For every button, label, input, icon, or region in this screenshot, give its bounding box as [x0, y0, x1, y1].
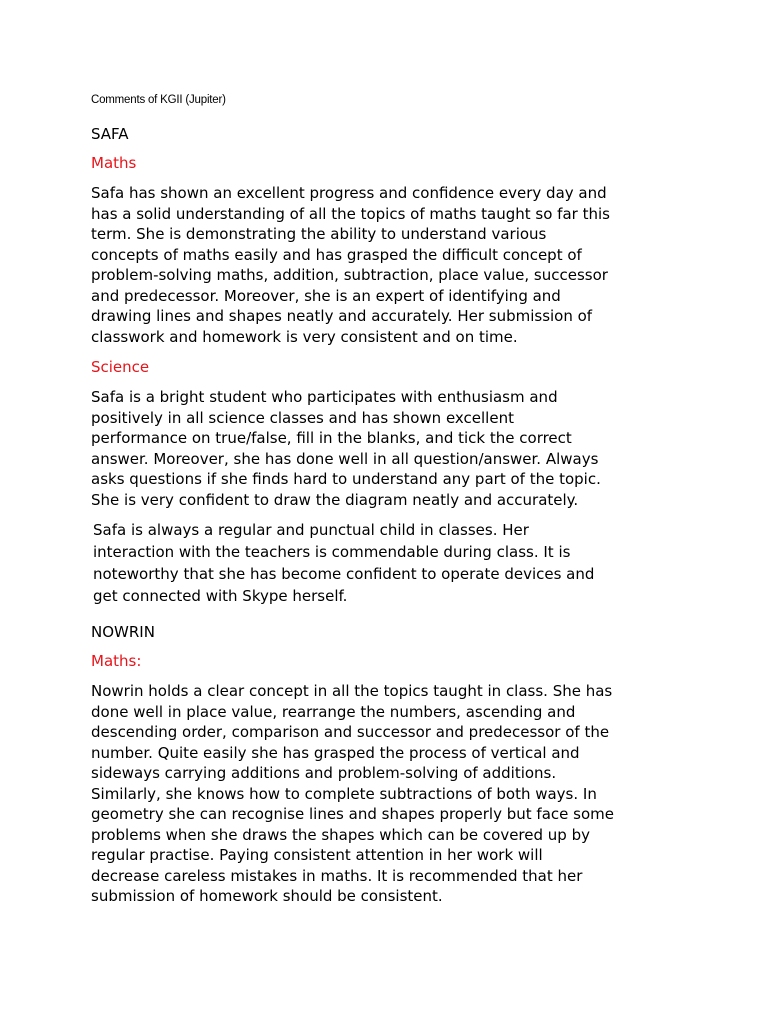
comment-safa-science: Safa is a bright student who participates with enthusiasm and positively in all science classes and has shown excellent performance on true/false, fill in the blanks, and tick the correct answer. Moreover, she has done well in all question/answer. Always asks questions if she finds hard to understand any part of the topic. She is very confident to draw the diagram neatly and accurately. — [91, 388, 601, 509]
comment-safa-general: Safa is always a regular and punctual child in classes. Her interaction with the teachers is commendable during class. It is noteworthy that she has become confident to operate devices and get connected with Skype herself. — [93, 521, 595, 605]
comment-nowrin-maths: Nowrin holds a clear concept in all the topics taught in class. She has done well in place value, rearrange the numbers, ascending and descending order, comparison and successor and predecessor of the number. Quite easily she has grasped the process of vertical and sideways carrying additions and problem-solving of additions. Similarly, she knows how to complete subtractions of both ways. In geometry she can recognise lines and shapes properly but face some problems when she draws the shapes which can be covered up by regular practise. Paying consistent attention in her work will decrease careless mistakes in maths. It is recommended that her submission of homework should be consistent. — [91, 682, 614, 905]
subject-heading-maths-nowrin: Maths: — [91, 652, 142, 670]
subject-heading-science: Science — [91, 358, 150, 376]
subject-heading-maths: Maths — [91, 154, 137, 172]
document-title: Comments of KGII (Jupiter) — [91, 94, 226, 106]
student-name-nowrin: NOWRIN — [91, 623, 155, 641]
student-name-safa: SAFA — [91, 125, 129, 143]
comment-safa-maths: Safa has shown an excellent progress and confidence every day and has a solid understanding of all the topics of maths taught so far this term. She is demonstrating the ability to understand various concepts of maths easily and has grasped the difficult concept of problem-solving maths, addition, subtraction, place value, successor and predecessor. Moreover, she is an expert of identifying and drawing lines and shapes neatly and accurately. Her submission of classwork and homework is very consistent and on time. — [91, 184, 610, 346]
